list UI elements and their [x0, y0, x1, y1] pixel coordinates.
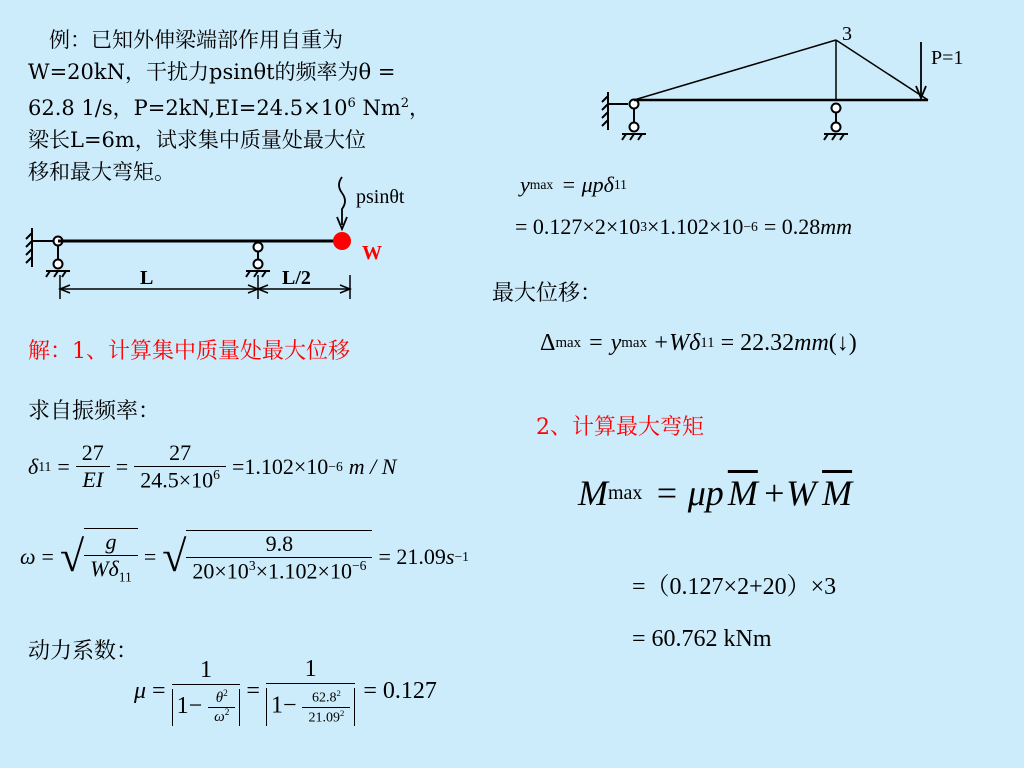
solution-heading-2: 2、计算最大弯矩 [536, 415, 704, 440]
moment-result-line: = 60.762 kNm [632, 626, 772, 652]
frequency-heading: 求自振频率： [28, 399, 161, 424]
mass-dot [333, 232, 351, 250]
mass-label: W [362, 242, 382, 264]
delta-frac-2: $\frac{27}{24.5\times 10^6}$ [134, 440, 226, 493]
beam-diagram [18, 175, 458, 305]
moment-diagram [634, 40, 928, 100]
span-label-L-half: L/2 [282, 267, 311, 289]
dynamic-coefficient-heading: 动力系数： [28, 639, 139, 664]
unit-load-arrow [916, 42, 926, 98]
problem-line-3: 62.8 1/s，$P=2kN,EI=24.5\times 10^6$ Nm$^2$， [28, 96, 431, 120]
pin-support-left [26, 228, 70, 277]
delta-equation: δ 11 = $\frac{27}{EI}$ = $\frac{27}{24.5\times 10^6}$ =1.102×10 −6 m / N [28, 440, 397, 493]
problem-line-4: 梁长L=6m，试求集中质量处最大位 [28, 128, 366, 152]
delta-max-equation: Δ max = y max +Wδ 11 = 22.32 mm (↓) [540, 330, 857, 356]
problem-line-5: 移和最大弯矩。 [28, 160, 175, 184]
pin-support-middle [246, 243, 270, 278]
pin-support-middle-2 [824, 104, 848, 141]
mu-frac-2: 1 1− $\frac{62.8^2}{21.09^2}$ [266, 656, 355, 726]
force-label: psinθt [356, 186, 405, 208]
unit-load-label: P=1 [931, 47, 964, 69]
omega-frac-2: $\frac{9.8}{20\times 10^3\times 1.102\times 10^{-6}}$ [186, 530, 372, 584]
omega-equation: ω = √ $\frac{g}{W\delta_{11}}$ = √ $\frac{9.8}{20\times 10^3\times 1.102\times 10^{-6}}$ = 21.09 s −1 [20, 529, 469, 585]
unit-load-diagram [598, 20, 978, 145]
solution-heading-1: 解：1、计算集中质量处最大位移 [28, 339, 350, 364]
apex-label: 3 [842, 23, 852, 45]
mmax-equation: M max = μp $\overline{M}$ +W $\overline{M}$ [578, 473, 853, 513]
moment-calc-line: =（0.127×2+20）×3 [632, 574, 837, 600]
force-arrow [339, 177, 345, 225]
omega-frac-1: $\frac{g}{W\delta_{11}}$ [84, 528, 138, 585]
span-label-L: L [140, 267, 154, 289]
max-displacement-heading: 最大位移： [492, 281, 603, 306]
problem-statement [28, 24, 473, 188]
ymax-line-2: = 0.127×2×10 3 ×1.102×10 −6 = 0.28 mm [515, 214, 853, 239]
problem-line-2: W=20kN，干扰力psinθt的频率为θ = [28, 60, 396, 84]
mu-equation: μ = 1 1− $\frac{\theta^2}{\omega^2}$ = 1 1− $\frac{62.8^2}{21.09^2}$ = 0.127 [134, 656, 437, 726]
mu-frac-1: 1 1− $\frac{\theta^2}{\omega^2}$ [172, 657, 241, 726]
delta-frac-1: $\frac{27}{EI}$ [76, 440, 110, 493]
ymax-line-1: y max = μpδ 11 [520, 172, 627, 197]
problem-line-1: 例：已知外伸梁端部作用自重为 [49, 28, 343, 52]
